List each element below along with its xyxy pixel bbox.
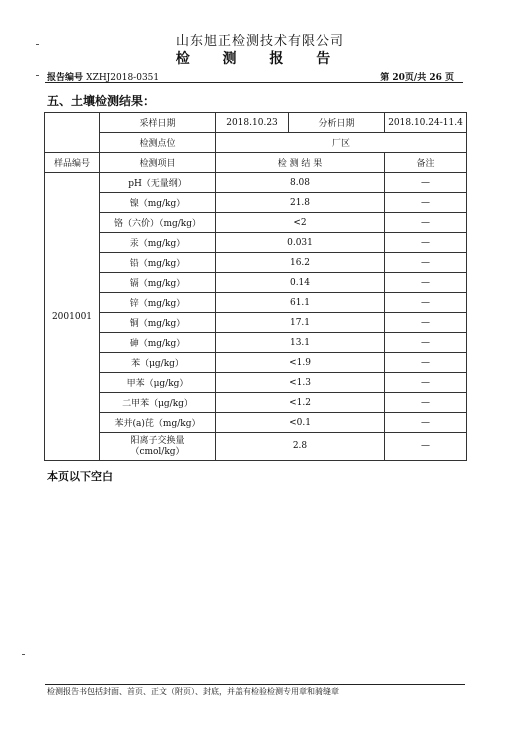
table-row [45, 273, 467, 293]
remark-cell: — [385, 253, 467, 273]
remark-cell: — [385, 333, 467, 353]
remark-cell: — [385, 173, 467, 193]
result-cell: 0.031 [216, 233, 385, 253]
remark-cell: — [385, 353, 467, 373]
item-cell: 锌（mg/kg） [100, 293, 216, 313]
remark-cell: — [385, 213, 467, 233]
table-row [45, 213, 467, 233]
item-cell: 铅（mg/kg） [100, 253, 216, 273]
item-cell: 铜（mg/kg） [100, 313, 216, 333]
result-cell: <1.9 [216, 353, 385, 373]
header-divider [45, 82, 463, 83]
blank-note: 本页以下空白 [47, 470, 113, 483]
result-cell: 13.1 [216, 333, 385, 353]
remark-cell: — [385, 313, 467, 333]
result-cell: <1.3 [216, 373, 385, 393]
item-line: （cmol/kg） [130, 446, 185, 457]
table-row [45, 333, 467, 353]
report-number-value: XZHJ2018-0351 [86, 73, 160, 83]
table-row [45, 133, 467, 153]
item-cell [100, 433, 216, 461]
remark-cell: — [385, 373, 467, 393]
company-name: 山东旭正检测技术有限公司 [175, 34, 344, 49]
result-cell: 2.8 [216, 433, 385, 461]
table-row [45, 113, 467, 133]
result-cell: 17.1 [216, 313, 385, 333]
report-number-label: 报告编号 [47, 73, 84, 83]
sample-number: 2001001 [45, 173, 100, 461]
col-item: 检测项目 [100, 153, 216, 173]
item-cell: 苯（μg/kg） [100, 353, 216, 373]
document-title: 检 测 报 告 [175, 51, 345, 67]
page-info: 第 20页/共 26 页 [380, 73, 454, 83]
sampling-date-label: 采样日期 [100, 113, 216, 133]
results-table [44, 112, 467, 461]
remark-cell: — [385, 433, 467, 461]
remark-cell: — [385, 193, 467, 213]
col-remark: 备注 [385, 153, 467, 173]
remark-cell: — [385, 293, 467, 313]
section-title: 五、土壤检测结果： [47, 94, 156, 108]
item-cell: 甲苯（μg/kg） [100, 373, 216, 393]
result-cell: 21.8 [216, 193, 385, 213]
col-sample-no: 样品编号 [45, 153, 100, 173]
table-row [45, 353, 467, 373]
item-cell: 苯并(a)芘（mg/kg） [100, 413, 216, 433]
col-result: 检 测 结 果 [216, 153, 385, 173]
result-cell: 16.2 [216, 253, 385, 273]
table-row [45, 293, 467, 313]
item-cell: 铬（六价）（mg/kg） [100, 213, 216, 233]
table-row [45, 253, 467, 273]
item-cell: pH（无量纲） [100, 173, 216, 193]
site-label: 检测点位 [100, 133, 216, 153]
scan-mark [36, 75, 39, 76]
remark-cell: — [385, 273, 467, 293]
site-value: 厂区 [216, 133, 467, 153]
table-row [45, 193, 467, 213]
footer-text: 检测报告书包括封面、首页、正文（附页）、封底，并盖有检验检测专用章和骑缝章 [47, 687, 339, 696]
remark-cell: — [385, 393, 467, 413]
item-cell: 砷（mg/kg） [100, 333, 216, 353]
table-row [45, 313, 467, 333]
item-cell: 二甲苯（μg/kg） [100, 393, 216, 413]
result-cell: 0.14 [216, 273, 385, 293]
item-line: 阳离子交换量 [130, 435, 185, 446]
item-cell: 镍（mg/kg） [100, 193, 216, 213]
item-cell: 镉（mg/kg） [100, 273, 216, 293]
table-row [45, 173, 467, 193]
table-row [45, 433, 467, 461]
result-cell: <2 [216, 213, 385, 233]
result-cell: <1.2 [216, 393, 385, 413]
table-header-row [45, 153, 467, 173]
scan-mark [22, 654, 25, 655]
remark-cell: — [385, 413, 467, 433]
result-cell: 8.08 [216, 173, 385, 193]
table-row [45, 393, 467, 413]
table-row [45, 413, 467, 433]
result-cell: 61.1 [216, 293, 385, 313]
sampling-date: 2018.10.23 [216, 113, 289, 133]
table-row [45, 233, 467, 253]
analysis-date-label: 分析日期 [289, 113, 385, 133]
remark-cell: — [385, 233, 467, 253]
footer-divider [45, 684, 465, 685]
result-cell: <0.1 [216, 413, 385, 433]
table-row [45, 373, 467, 393]
item-cell: 汞（mg/kg） [100, 233, 216, 253]
analysis-date: 2018.10.24-11.4 [385, 113, 467, 133]
